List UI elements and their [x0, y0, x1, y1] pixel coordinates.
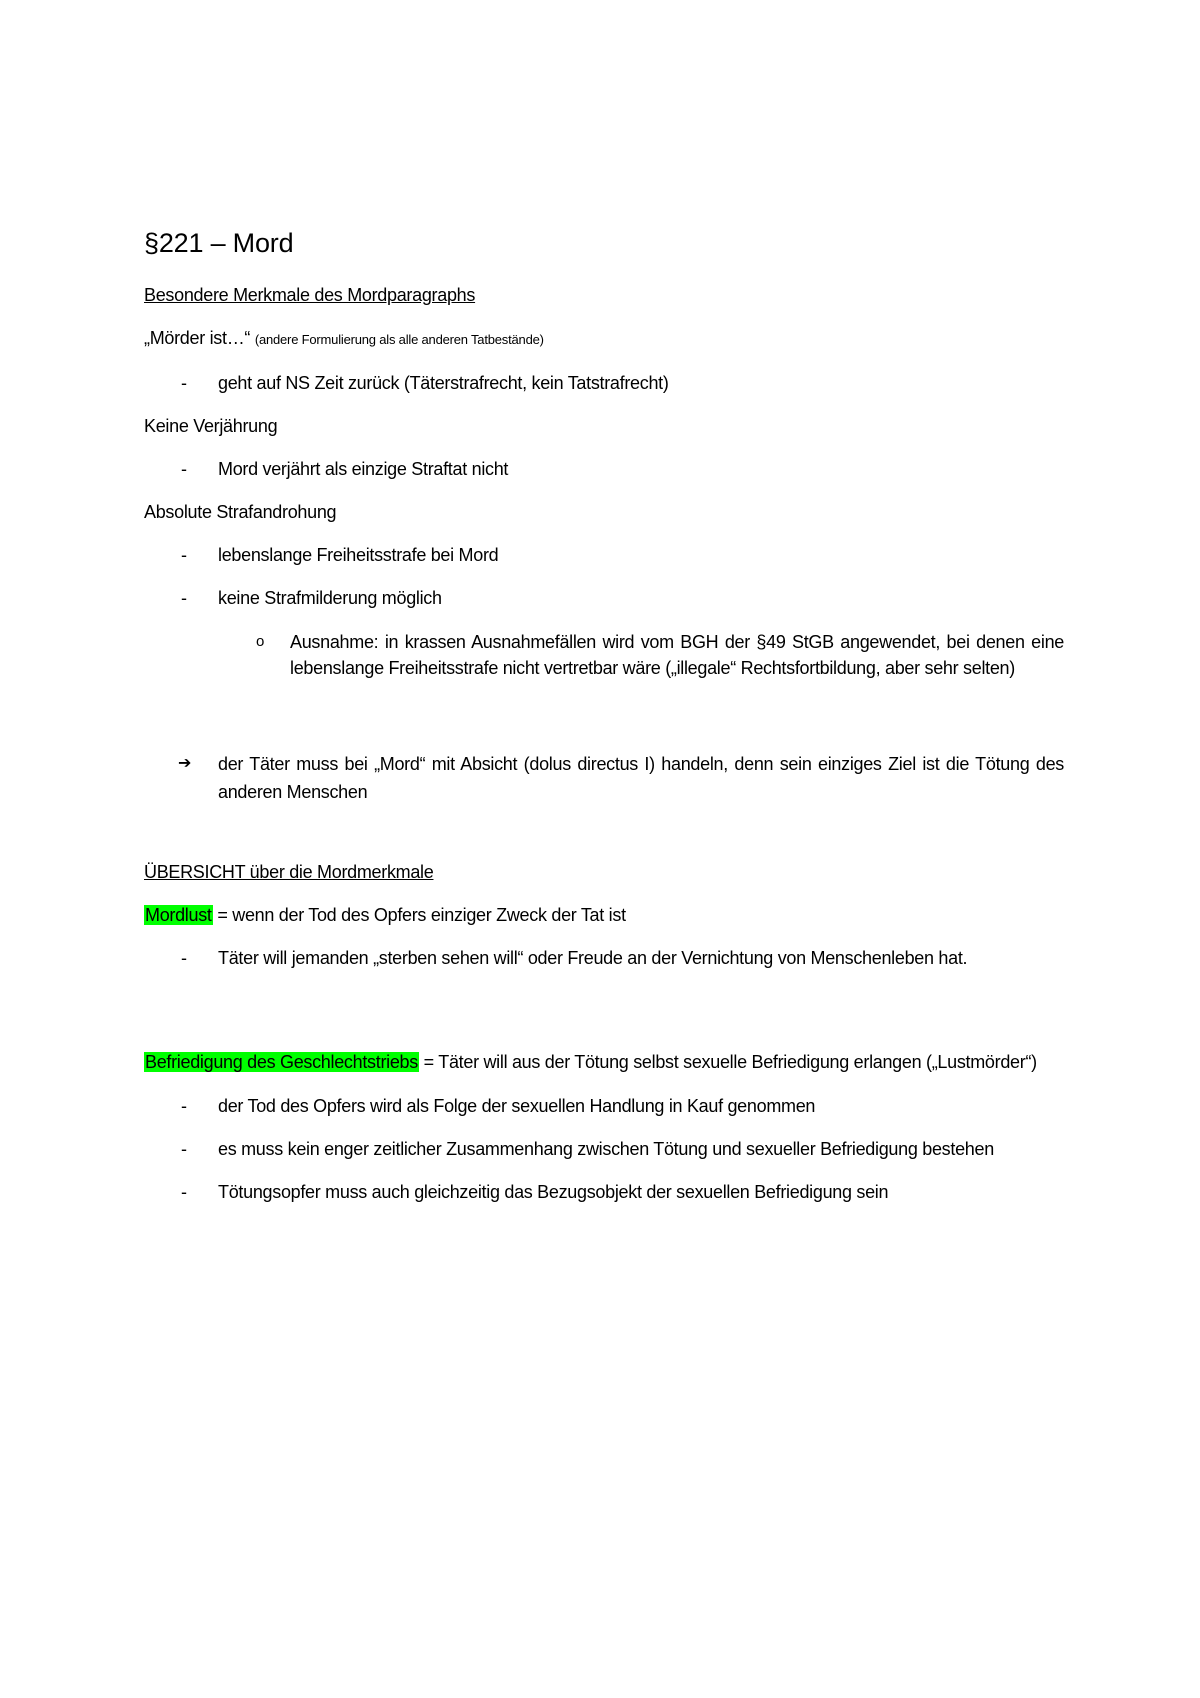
subheading-verjaehrung: Keine Verjährung [144, 416, 278, 436]
section-heading-uebersicht: ÜBERSICHT über die Mordmerkmale [144, 862, 434, 882]
highlighted-term: Befriedigung des Geschlechtstriebs [145, 1052, 418, 1072]
section-heading-merkmale: Besondere Merkmale des Mordparagraphs [144, 285, 476, 305]
list-item-text: der Tod des Opfers wird als Folge der sexuellen Handlung in Kauf genommen [218, 1096, 816, 1116]
highlighted-term: Mordlust [145, 905, 212, 925]
list-item [144, 543, 1064, 567]
intro-quote: „Mörder ist…“ [144, 328, 251, 348]
dash-marker: - [181, 459, 187, 479]
definition-mordlust [144, 903, 1064, 927]
arrow-item-text: der Täter muss bei „Mord“ mit Absicht (dolus directus I) handeln, denn sein einziges Ziel ist die Tötung des anderen Menschen [218, 754, 1064, 802]
intro-line [144, 326, 1064, 352]
list-item [144, 1094, 1064, 1118]
dash-marker: - [181, 373, 187, 393]
intro-note: (andere Formulierung als alle anderen Tatbestände) [254, 332, 544, 347]
definition-text: = wenn der Tod des Opfers einziger Zweck der Tat ist [212, 905, 626, 925]
subheading-strafandrohung: Absolute Strafandrohung [144, 502, 337, 522]
spacer [144, 989, 1064, 1049]
definition-text: = Täter will aus der Tötung selbst sexuelle Befriedigung erlangen („Lustmörder“) [418, 1052, 1037, 1072]
sub-list-item [144, 629, 1064, 681]
list-item [144, 946, 1064, 970]
list-item-text: lebenslange Freiheitsstrafe bei Mord [218, 545, 499, 565]
document-body [144, 225, 1064, 1223]
circle-marker: o [256, 633, 265, 650]
list-item-text: Mord verjährt als einzige Straftat nicht [218, 459, 509, 479]
spacer [144, 700, 1064, 750]
list-item-text: keine Strafmilderung möglich [218, 588, 442, 608]
dash-marker: - [181, 1182, 187, 1202]
dash-marker: - [181, 545, 187, 565]
list-item-text: es muss kein enger zeitlicher Zusammenhang zwischen Tötung und sexueller Befriedigung bestehen [218, 1139, 994, 1159]
list-item-text: Täter will jemanden „sterben sehen will“ oder Freude an der Vernichtung von Menschenleben hat. [218, 948, 968, 968]
dash-marker: - [181, 1096, 187, 1116]
page-title: §221 – Mord [144, 228, 294, 258]
list-item [144, 1180, 1064, 1204]
list-item [144, 586, 1064, 610]
arrow-right-icon: ➔ [178, 755, 192, 772]
list-item-text: geht auf NS Zeit zurück (Täterstrafrecht, kein Tatstrafrecht) [218, 373, 669, 393]
dash-marker: - [181, 948, 187, 968]
definition-befriedigung [144, 1049, 1064, 1075]
spacer [144, 806, 1064, 860]
list-item [144, 1137, 1064, 1161]
dash-marker: - [181, 588, 187, 608]
dash-marker: - [181, 1139, 187, 1159]
sub-list-item-text: Ausnahme: in krassen Ausnahmefällen wird vom BGH der §49 StGB angewendet, bei denen eine lebenslange Freiheitsstrafe nicht vertretbar wäre („illegale“ Rechtsfortbildung, aber sehr selten) [290, 632, 1064, 678]
list-item [144, 371, 1064, 395]
list-item [144, 457, 1064, 481]
arrow-item [144, 750, 1064, 806]
list-item-text: Tötungsopfer muss auch gleichzeitig das Bezugsobjekt der sexuellen Befriedigung sein [218, 1182, 889, 1202]
